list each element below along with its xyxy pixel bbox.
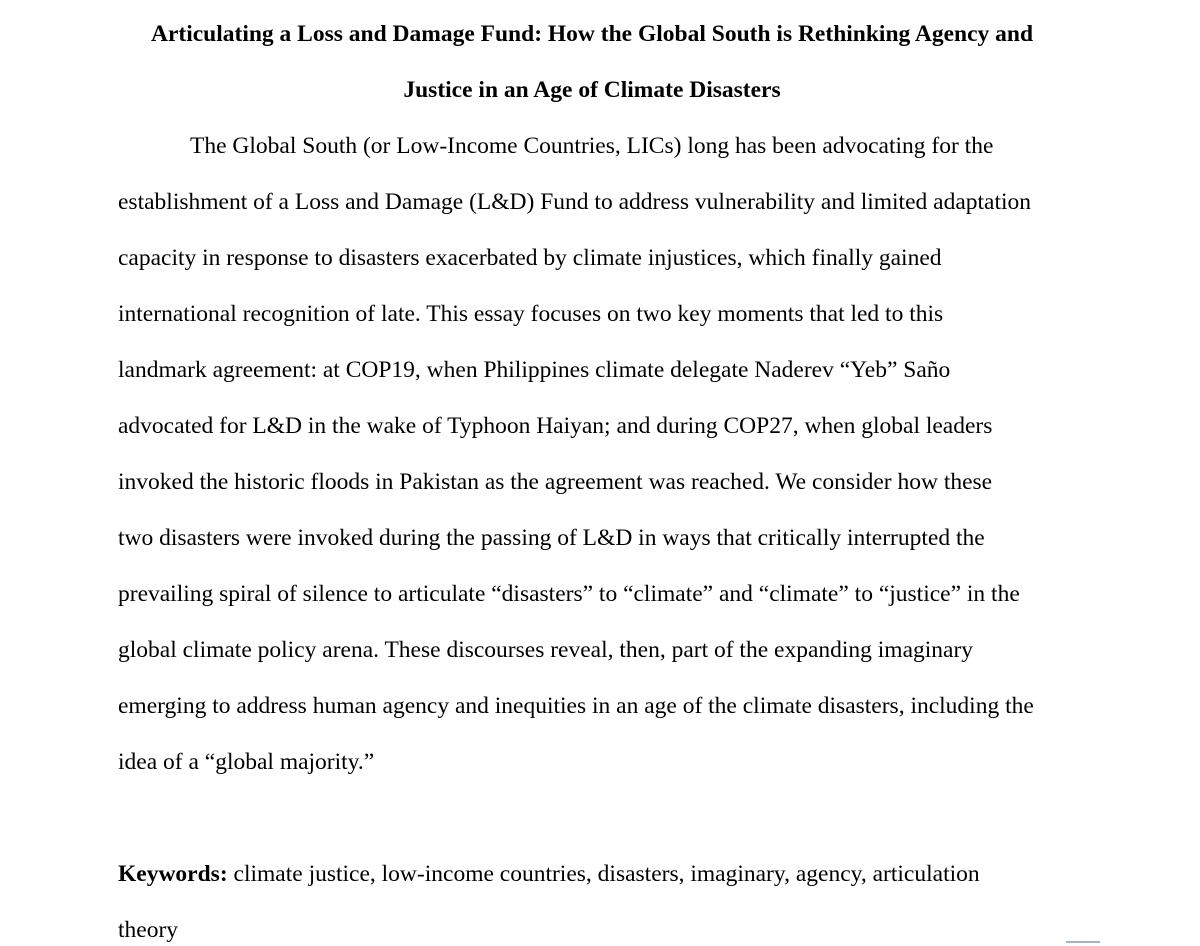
abstract-line-3: capacity in response to disasters exacerbated by climate injustices, which finally gained: [118, 245, 942, 271]
abstract-line-2: establishment of a Loss and Damage (L&D) Fund to address vulnerability and limited adaptation: [118, 189, 1032, 215]
abstract-line-8: two disasters were invoked during the passing of L&D in ways that critically interrupted the: [118, 525, 985, 551]
abstract-line-5: landmark agreement: at COP19, when Philippines climate delegate Naderev “Yeb” Saño: [118, 357, 951, 383]
keywords-text: climate justice, low-income countries, disasters, imaginary, agency, articulation: [227, 861, 980, 887]
abstract-line-1: The Global South (or Low-Income Countries, LICs) long has been advocating for the: [190, 133, 994, 159]
abstract-line-4: international recognition of late. This essay focuses on two key moments that led to this: [118, 301, 944, 327]
keywords-line-2: theory: [118, 917, 179, 943]
abstract-line-10: global climate policy arena. These discourses reveal, then, part of the expanding imaginary: [118, 637, 974, 663]
keywords-label: Keywords:: [118, 861, 228, 887]
abstract-line-7: invoked the historic floods in Pakistan as the agreement was reached. We consider how these: [118, 469, 993, 495]
abstract-line-12: idea of a “global majority.”: [118, 749, 375, 775]
document-title-line-2: Justice in an Age of Climate Disasters: [403, 77, 781, 103]
keywords-line-1: [118, 859, 980, 889]
abstract-line-6: advocated for L&D in the wake of Typhoon Haiyan; and during COP27, when global leaders: [118, 413, 993, 439]
page-edge-marker: [1066, 941, 1100, 943]
abstract-line-11: emerging to address human agency and inequities in an age of the climate disasters, including the: [118, 693, 1034, 719]
document-title-line-1: Articulating a Loss and Damage Fund: How the Global South is Rethinking Agency and: [150, 21, 1034, 47]
abstract-line-9: prevailing spiral of silence to articulate “disasters” to “climate” and “climate” to “justice” in the: [118, 581, 1020, 607]
